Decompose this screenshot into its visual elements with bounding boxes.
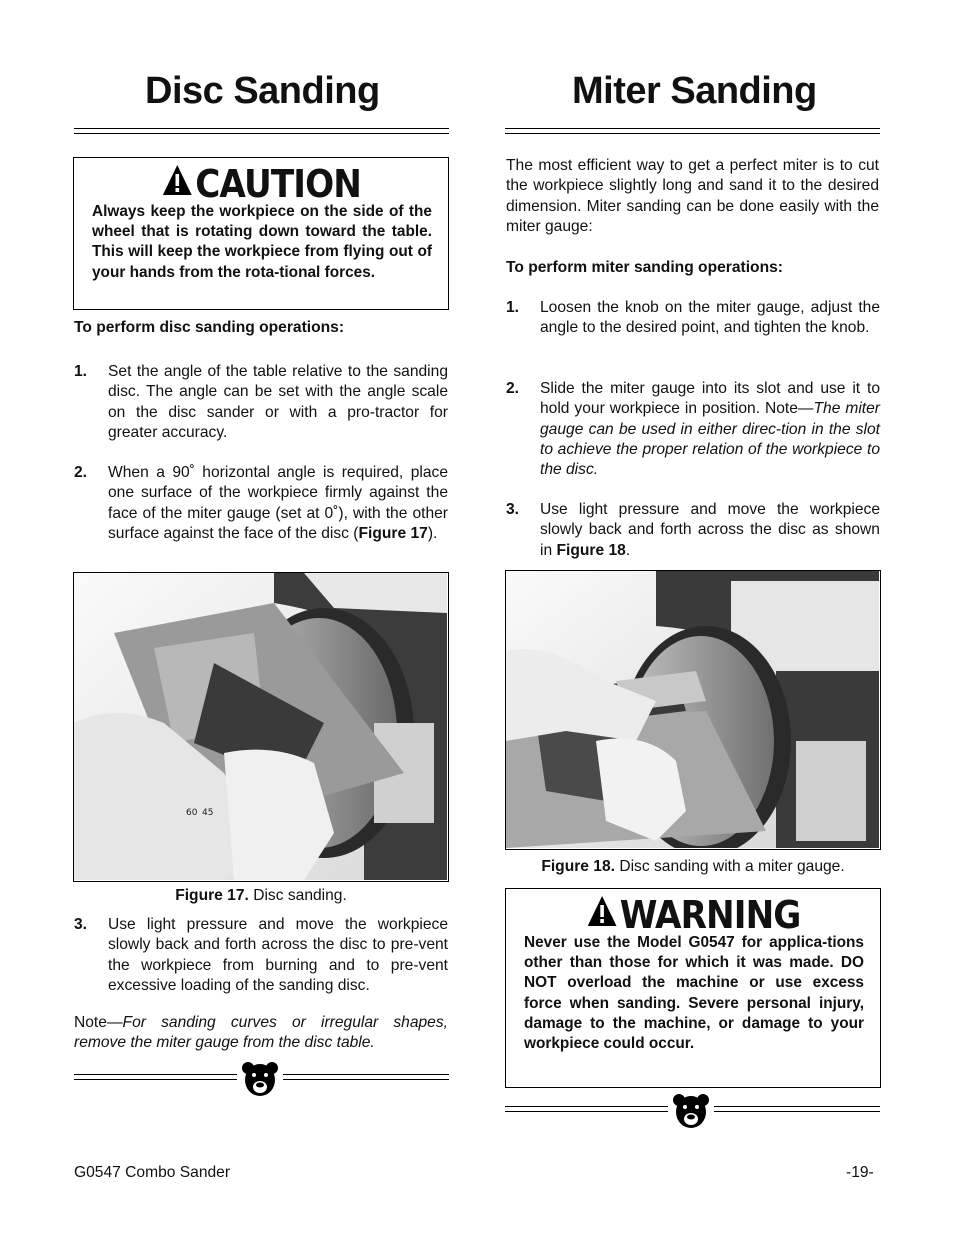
figure-label: Figure 17. xyxy=(175,887,249,904)
step-text xyxy=(108,463,448,544)
step-number: 3. xyxy=(506,501,520,518)
footer-page-number: -19- xyxy=(846,1164,874,1181)
step-text-a: Slide the miter gauge into its slot and use it to hold your workpiece in position. Note— xyxy=(540,380,880,418)
note-prefix: Note— xyxy=(74,1014,123,1031)
figure-17-photo xyxy=(73,572,449,882)
bear-logo-icon xyxy=(241,1060,279,1103)
warning-triangle-icon xyxy=(586,893,618,937)
figure-label: Figure 18. xyxy=(541,858,615,875)
step-number: 1. xyxy=(74,363,88,380)
step-text-italic: The miter gauge can be used in either direc-tion in the slot to achieve the proper relation of the workpiece to the disc. xyxy=(540,400,881,479)
step-text xyxy=(540,500,880,561)
caution-header xyxy=(93,162,430,206)
step-number: 1. xyxy=(506,299,520,316)
page-title-disc-sanding: Disc Sanding xyxy=(145,70,380,112)
figure-text: Disc sanding with a miter gauge. xyxy=(619,858,845,875)
figure-text: Disc sanding. xyxy=(253,887,347,904)
figure-17-ref: Figure 17 xyxy=(358,524,428,542)
step-number: 2. xyxy=(74,464,88,481)
caution-box xyxy=(73,157,449,310)
miter-procedure-heading: To perform miter sanding operations: xyxy=(506,259,783,276)
title-rule xyxy=(74,128,449,134)
step-text-b: ). xyxy=(427,524,438,542)
miter-intro: The most efficient way to get a perfect miter is to cut the workpiece slightly long and sand it to the desired dimension. Miter sanding can be done easily with the miter gauge: xyxy=(506,157,879,235)
step-text-b: . xyxy=(625,541,631,559)
step-text: Loosen the knob on the miter gauge, adjust the angle to the desired point, and tighten the knob. xyxy=(540,299,880,337)
figure-18-photo xyxy=(505,570,881,850)
step-text xyxy=(540,379,880,480)
scale-label-60: 60 xyxy=(186,808,198,818)
caution-text: Always keep the workpiece on the side of the wheel that is rotating down toward the table. This will keep the workpiece from flying out of your hands from the rota-tional forces. xyxy=(92,203,432,281)
figure-17-caption xyxy=(73,887,449,905)
disc-note xyxy=(74,1013,448,1054)
warning-text: Never use the Model G0547 for applica-tions other than those for which it was made. DO NOT overload the machine or use excess force when sanding. Severe personal injury, damage to the machine, or damage to your workpiece could occur. xyxy=(524,934,864,1053)
warning-header xyxy=(525,893,862,937)
section-end-separator xyxy=(74,1060,449,1100)
caution-label: CAUTION xyxy=(195,162,361,206)
warning-triangle-icon xyxy=(161,162,193,206)
step-number: 3. xyxy=(74,916,88,933)
footer-manual-title: G0547 Combo Sander xyxy=(74,1164,231,1181)
step-text-a: Use light pressure and move the workpiece slowly back and forth across the disc as shown in xyxy=(540,501,880,559)
figure-18-ref: Figure 18 xyxy=(556,541,626,559)
section-end-separator xyxy=(505,1092,880,1132)
figure-18-caption xyxy=(505,858,881,876)
disc-procedure-heading: To perform disc sanding operations: xyxy=(74,319,345,336)
title-rule xyxy=(505,128,880,134)
scale-label-45: 45 xyxy=(202,808,214,818)
step-text: Set the angle of the table relative to the sanding disc. The angle can be set with the angle scale on the disc sander or with a pro-tractor for greater accuracy. xyxy=(108,363,448,441)
note-text: For sanding curves or irregular shapes, remove the miter gauge from the disc table. xyxy=(74,1014,448,1052)
step-text-a: When a 90˚ horizontal angle is required, place one surface of the workpiece firmly against the face of the miter gauge (set at 0˚), with the other surface against the face of the disc ( xyxy=(108,464,448,542)
step-number: 2. xyxy=(506,380,520,397)
bear-logo-icon xyxy=(672,1092,710,1135)
step-text: Use light pressure and move the workpiece slowly back and forth across the disc to pre-vent the workpiece from burning and to pre-vent excessive loading of the sanding disc. xyxy=(108,916,448,994)
page-title-miter-sanding: Miter Sanding xyxy=(572,70,817,112)
warning-box xyxy=(505,888,881,1088)
warning-label: WARNING xyxy=(619,893,801,937)
